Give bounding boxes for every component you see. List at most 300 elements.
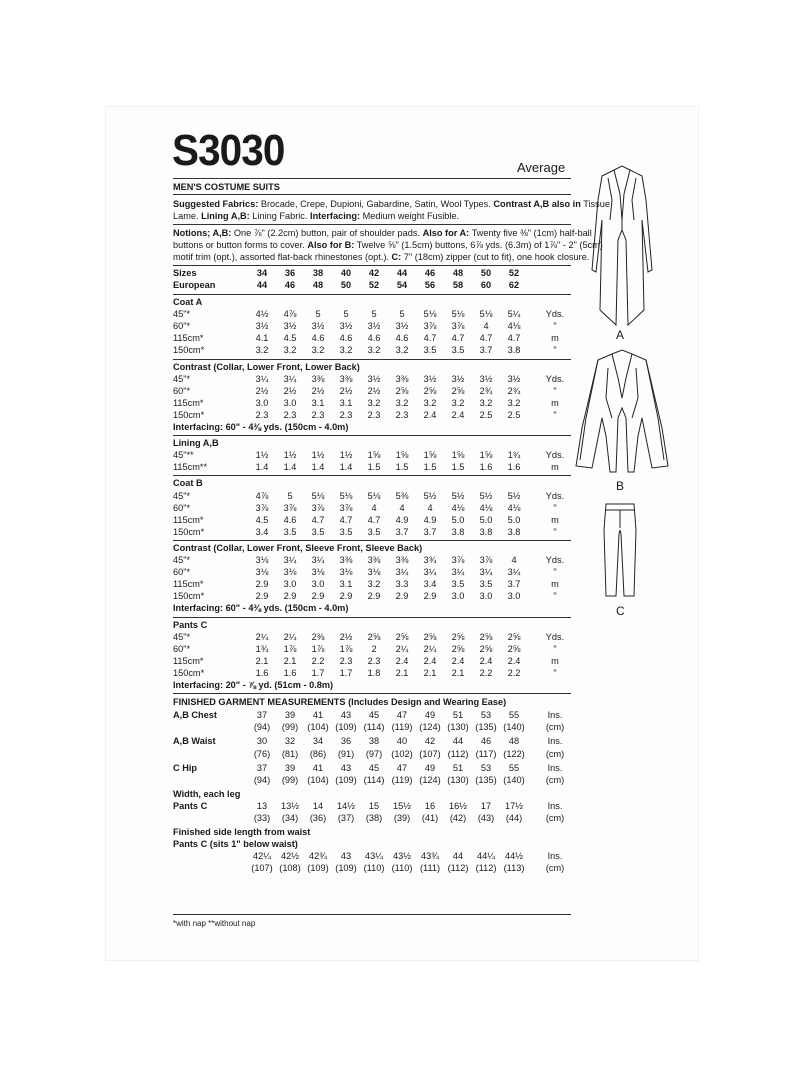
yardage-row-label: 60"* [173,643,191,654]
yardage-row-label: 45"* [173,490,191,501]
yardage-cell: 2.9 [367,591,381,602]
yardage-unit: " [553,526,557,537]
yardage-cell: 3.0 [311,579,325,590]
yardage-cell: 3¼ [451,567,465,578]
measurement-inches: 51 [452,762,464,773]
yardage-cell: 3⅛ [367,567,381,578]
yardage-cell: 1⅞ [339,643,353,654]
yardage-cell: 5½ [451,490,465,501]
measurement-cm: (109) [307,863,329,874]
yardage-cell: 3.2 [423,397,437,408]
measurement-cm: (99) [281,774,299,785]
measurement-inches: 44½ [505,851,523,862]
measurement-cm: (42) [449,813,467,823]
yardage-cell: 3⅞ [451,321,465,332]
yardage-row-label: 115cm* [173,579,204,590]
pattern-title: MEN'S COSTUME SUITS [173,182,280,192]
yardage-cell: 2.1 [451,667,465,678]
yardage-cell: 5.0 [451,514,465,525]
yardage-unit: Yds. [545,373,565,384]
yardage-cell: 4⅛ [507,321,521,332]
yardage-cell: 3⅞ [479,555,493,565]
measurement-unit: (cm) [545,813,565,823]
measurement-subheading: Width, each leg [173,788,241,799]
yardage-cell: 3⅞ [423,321,437,332]
yardage-cell: 3½ [479,373,493,384]
yardage-row-label: 115cm** [173,462,208,473]
measurement-unit: Ins. [547,851,563,862]
yardage-cell: 4⅛ [507,502,521,513]
measurement-cm: (99) [281,722,299,733]
yardage-cell: 1¾ [507,450,521,461]
measurement-unit: Ins. [547,710,563,721]
coat-b-illustration [572,348,672,478]
measurement-inches: 17 [480,800,492,811]
measurement-inches: 43¼ [365,851,383,862]
measurement-cm: (110) [363,863,385,874]
yardage-cell: 4.6 [283,514,297,525]
measurement-cm: (104) [307,722,329,733]
yardage-cell: 5⅜ [395,490,409,501]
measurement-label: C Hip [173,762,197,773]
yardage-cell: 4.5 [283,333,297,344]
divider [173,693,571,694]
yardage-cell: 3.8 [507,526,521,537]
yardage-cell: 3.7 [423,526,437,537]
yardage-cell: 1½ [339,450,353,461]
divider [173,294,571,295]
yardage-cell: 1.8 [367,667,381,678]
size-cell: 34 [256,268,268,278]
measurement-cm: (140) [503,722,525,733]
notions-line-3: motif trim (opt.), assorted flat-back rhinestones (opt.). C: 7" (18cm) zipper (cut to fit), one hook closure. [173,252,590,262]
yardage-row-label: 115cm* [173,655,204,666]
yardage-cell: 3½ [339,321,353,332]
yardage-cell: 3.0 [283,397,297,408]
yardage-section-title: Contrast (Collar, Lower Front, Lower Back) [173,361,360,372]
yardage-cell: 3⅛ [283,567,297,578]
yardage-cell: 3.5 [311,526,325,537]
measurement-cm: (39) [393,813,411,823]
measurement-inches: 42 [424,736,436,747]
measurement-inches: 16 [424,800,436,811]
european-size-cell: 60 [480,280,492,290]
european-size-cell: 52 [368,280,380,290]
yardage-cell: 3.8 [507,345,521,356]
yardage-cell: 4.7 [311,514,325,525]
yardage-cell: 2⅝ [451,385,465,396]
measurement-cm: (34) [281,813,299,823]
yardage-unit: " [553,409,557,420]
yardage-cell: 4½ [255,309,269,320]
yardage-cell: 2.3 [339,409,353,420]
yardage-row-label: 60"* [173,321,191,332]
yardage-cell: 1.4 [339,462,353,473]
yardage-unit: Yds. [545,490,565,501]
interfacing-note: Interfacing: 60" - 4⅜ yds. (150cm - 4.0m) [173,603,349,614]
measurement-cm: (37) [337,813,355,823]
yardage-cell: 4⅞ [283,309,297,320]
yardage-cell: 3.2 [367,345,381,356]
yardage-cell: 3.0 [255,397,269,408]
yardage-cell: 1.6 [255,667,269,678]
yardage-cell: 2.9 [423,591,437,602]
yardage-row-label: 115cm* [173,397,204,408]
yardage-cell: 1.7 [339,667,353,678]
yardage-cell: 2⅜ [311,631,325,642]
yardage-cell: 2½ [255,385,269,396]
measurement-cm: (43) [477,813,495,823]
measurement-inches: 46 [480,736,492,747]
yardage-cell: 4.9 [395,514,409,525]
yardage-cell: 4.1 [255,333,269,344]
yardage-cell: 4.6 [311,333,325,344]
yardage-unit: Yds. [545,309,565,320]
measurement-cm: (94) [253,722,271,733]
measurement-inches: 43½ [393,851,411,862]
measurement-cm: (119) [391,774,413,785]
yardage-cell: 2¾ [479,385,493,396]
yardage-cell: 3½ [283,321,297,332]
yardage-cell: 2¼ [423,643,437,654]
yardage-cell: 2⅝ [451,631,465,642]
yardage-cell: 3.8 [479,526,493,537]
yardage-cell: 2.3 [367,409,381,420]
yardage-section-title: Lining A,B [173,438,219,449]
measurement-cm: (94) [253,774,271,785]
measurement-inches: 44 [452,851,464,862]
yardage-cell: 2.1 [255,655,269,666]
measurement-inches: 44 [452,736,464,747]
yardage-cell: 4.7 [507,333,521,344]
yardage-cell: 2 [371,643,377,654]
yardage-unit: " [553,345,557,356]
yardage-unit: m [551,514,559,525]
yardage-cell: 2⅝ [367,631,381,642]
yardage-cell: 3.7 [395,526,409,537]
interfacing-note: Interfacing: 20" - ⅞ yd. (51cm - 0.8m) [173,680,334,690]
measurement-inches: 55 [508,762,520,773]
yardage-cell: 3.0 [451,591,465,602]
measurement-inches: 15 [368,800,380,811]
yardage-cell: 3⅜ [395,373,409,384]
measurement-cm: (33) [253,813,271,823]
size-cell: 48 [452,268,464,278]
yardage-cell: 2½ [367,385,381,396]
measurement-inches: 47 [396,762,408,773]
measurement-cm: (109) [335,722,357,733]
yardage-cell: 1.4 [283,462,297,473]
yardage-cell: 2¼ [283,631,297,642]
yardage-cell: 5⅛ [451,309,465,320]
measurement-cm: (112) [447,863,469,874]
yardage-cell: 5½ [479,490,493,501]
measurement-cm: (41) [421,813,439,823]
measurement-label: A,B Chest [173,710,217,721]
yardage-cell: 1.5 [395,462,409,473]
yardage-row-label: 150cm* [173,526,205,537]
yardage-cell: 1⅝ [479,450,493,461]
measurement-cm: (140) [503,774,525,785]
yardage-cell: 3.5 [451,579,465,590]
divider [173,265,571,266]
measurement-inches: 48 [508,736,520,747]
measurement-inches: 51 [452,710,464,721]
divider [173,617,571,618]
yardage-cell: 3½ [507,373,521,384]
measurement-unit: (cm) [545,863,565,874]
yardage-cell: 2⅝ [423,631,437,642]
yardage-cell: 3⅜ [311,373,325,384]
yardage-cell: 4.9 [423,514,437,525]
yardage-cell: 3¼ [479,567,493,578]
measurement-unit: Ins. [547,736,563,747]
measurement-cm: (135) [475,774,497,785]
yardage-cell: 4.6 [367,333,381,344]
yardage-cell: 1.5 [367,462,381,473]
european-size-cell: 56 [424,280,436,290]
measurement-label: A,B Waist [173,736,216,747]
measurement-cm: (38) [365,813,383,823]
yardage-cell: 3½ [451,373,465,384]
yardage-cell: 4 [427,502,433,513]
notions-line-1: Notions; A,B: One ⅞" (2.2cm) button, pair of shoulder pads. Also for A: Twenty five ⅜" (1cm) half-ball [173,228,592,238]
yardage-row-label: 45"* [173,555,191,565]
divider [173,194,571,195]
measurement-cm: (111) [419,863,441,874]
divider [173,359,571,360]
yardage-cell: 2.5 [507,409,521,420]
measurement-inches: 17½ [505,800,523,811]
measurement-unit: (cm) [545,748,565,759]
measurement-inches: 49 [424,762,436,773]
yardage-row-label: 115cm* [173,514,204,525]
measurement-inches: 32 [284,736,296,747]
yardage-unit: " [553,591,557,602]
size-cell: 40 [340,268,352,278]
yardage-cell: 3.1 [339,579,353,590]
yardage-cell: 3½ [423,373,437,384]
yardage-cell: 4.6 [339,333,353,344]
yardage-cell: 1.6 [479,462,493,473]
yardage-cell: 2½ [339,385,353,396]
yardage-cell: 3½ [395,321,409,332]
european-label: European [173,280,216,290]
yardage-cell: 5 [371,309,377,320]
size-cell: 36 [284,268,296,278]
yardage-row-label: 45"* [173,309,191,320]
yardage-cell: 1.4 [255,462,269,473]
yardage-cell: 1⅞ [311,643,325,654]
yardage-cell: 2⅝ [395,631,409,642]
yardage-cell: 2½ [311,385,325,396]
yardage-cell: 3⅜ [367,555,381,565]
yardage-cell: 3.2 [479,397,493,408]
yardage-row-label: 60"* [173,567,191,578]
yardage-cell: 3½ [255,321,269,332]
yardage-cell: 2⅝ [507,643,521,654]
yardage-cell: 3.2 [395,397,409,408]
size-cell: 50 [480,268,492,278]
yardage-cell: 2¼ [255,631,269,642]
yardage-cell: 4.7 [367,514,381,525]
yardage-cell: 3.8 [451,526,465,537]
yardage-section-title: Coat A [173,297,203,307]
measurement-unit: Ins. [547,800,563,811]
yardage-cell: 2.4 [507,655,521,666]
measurement-inches: 40 [396,736,408,747]
measurement-cm: (104) [307,774,329,785]
yardage-unit: " [553,502,557,513]
yardage-cell: 3.5 [339,526,353,537]
yardage-row-label: 150cm* [173,409,205,420]
yardage-cell: 4.6 [395,333,409,344]
yardage-cell: 1⅝ [367,450,381,461]
measurement-cm: (97) [365,748,383,759]
yardage-cell: 3.2 [339,345,353,356]
yardage-cell: 2.9 [283,591,297,602]
yardage-cell: 2⅝ [451,643,465,654]
yardage-unit: m [551,397,559,408]
european-size-cell: 50 [340,280,352,290]
yardage-cell: 3½ [367,373,381,384]
yardage-cell: 1⅝ [451,450,465,461]
measurement-cm: (130) [447,722,469,733]
yardage-cell: 3.2 [451,397,465,408]
yardage-cell: 2.4 [479,655,493,666]
yardage-cell: 1⅞ [283,643,297,654]
yardage-cell: 3¼ [423,567,437,578]
yardage-cell: 3⅛ [311,567,325,578]
yardage-cell: 5 [315,309,321,320]
yardage-cell: 4⅛ [451,502,465,513]
yardage-cell: 3.2 [395,345,409,356]
measurement-inches: 38 [368,736,380,747]
pattern-number: S3030 [172,126,285,175]
divider [173,435,571,436]
measurement-cm: (91) [337,748,355,759]
illustration-label-b: B [616,479,625,493]
yardage-cell: 3.4 [255,526,269,537]
yardage-cell: 3.7 [507,579,521,590]
yardage-cell: 4.7 [339,514,353,525]
yardage-cell: 3⅞ [451,555,465,565]
measurement-cm: (109) [335,863,357,874]
notions-line-2: buttons or button forms to cover. Also for B: Twelve ⅝" (1.5cm) buttons, 6⅞ yds. (6.3m) of 1⅞" - 2" (5cm) [173,240,603,250]
measurement-cm: (112) [447,748,469,759]
measurement-label: Pants C [173,800,208,811]
yardage-cell: 2.4 [451,655,465,666]
yardage-section-title: Contrast (Collar, Lower Front, Sleeve Front, Sleeve Back) [173,542,423,553]
yardage-cell: 5½ [507,490,521,501]
yardage-cell: 4 [371,502,377,513]
measurement-inches: 37 [256,762,268,773]
yardage-cell: 2.3 [339,655,353,666]
yardage-cell: 2.1 [283,655,297,666]
yardage-cell: 4 [483,321,489,332]
measurement-inches: 41 [312,762,324,773]
yardage-cell: 1½ [311,450,325,461]
measurement-inches: 43 [340,762,352,773]
yardage-cell: 2⅝ [479,643,493,654]
measurement-inches: 47 [396,710,408,721]
measurement-cm: (130) [447,774,469,785]
yardage-cell: 2.4 [451,409,465,420]
yardage-cell: 2.3 [255,409,269,420]
yardage-cell: 3½ [311,321,325,332]
yardage-cell: 2.2 [479,667,493,678]
yardage-cell: 3⅞ [339,502,353,513]
fabrics-line-2: Lame. Lining A,B: Lining Fabric. Interfacing: Medium weight Fusible. [173,211,460,221]
measurement-cm: (110) [391,863,413,874]
yardage-unit: m [551,333,559,344]
yardage-cell: 1½ [283,450,297,461]
measurement-inches: 14 [312,800,324,811]
yardage-cell: 2.1 [395,667,409,678]
yardage-cell: 3.1 [339,397,353,408]
divider [173,914,571,915]
yardage-cell: 3.2 [311,345,325,356]
measurement-cm: (107) [419,748,441,759]
measurement-inches: 45 [368,762,380,773]
yardage-cell: 3¼ [395,567,409,578]
divider [173,540,571,541]
measurement-inches: 13½ [281,800,299,811]
fabrics-line-1: Suggested Fabrics: Brocade, Crepe, Dupioni, Gabardine, Satin, Wool Types. Contrast A,B also in Tissue [173,199,610,209]
sizes-label: Sizes [173,268,197,278]
measurement-cm: (107) [251,863,273,874]
yardage-cell: 2.4 [423,409,437,420]
measurement-inches: 16½ [449,800,467,811]
measurement-inches: 45 [368,710,380,721]
divider [173,224,571,225]
yardage-cell: 3⅞ [255,502,269,513]
yardage-unit: " [553,667,557,678]
measurement-inches: 53 [480,762,492,773]
measurement-cm: (76) [253,748,271,759]
yardage-unit: m [551,579,559,590]
measurement-inches: 37 [256,710,268,721]
yardage-cell: 3.5 [367,526,381,537]
yardage-unit: m [551,462,559,473]
yardage-cell: 2.2 [311,655,325,666]
yardage-cell: 2.9 [311,591,325,602]
yardage-cell: 3.5 [479,579,493,590]
yardage-cell: 2.4 [395,655,409,666]
yardage-cell: 3⅛ [255,555,269,565]
measurement-inches: 14½ [337,800,355,811]
size-cell: 44 [396,268,408,278]
yardage-cell: 2.9 [339,591,353,602]
yardage-cell: 4 [399,502,405,513]
yardage-cell: 5 [343,309,349,320]
european-size-cell: 62 [508,280,520,290]
measurement-cm: (102) [391,748,413,759]
yardage-cell: 5⅛ [367,490,381,501]
yardage-cell: 4.7 [451,333,465,344]
yardage-cell: 3.0 [479,591,493,602]
yardage-cell: 5 [287,490,293,501]
yardage-cell: 3.1 [311,397,325,408]
european-size-cell: 44 [256,280,268,290]
measurement-inches: 39 [284,710,296,721]
yardage-unit: Yds. [545,555,565,565]
measurement-inches: 15½ [393,800,411,811]
european-size-cell: 48 [312,280,324,290]
measurement-subheading: Finished side length from waist [173,827,311,838]
measurement-inches: 44¼ [477,851,495,862]
yardage-cell: 4⅛ [479,502,493,513]
